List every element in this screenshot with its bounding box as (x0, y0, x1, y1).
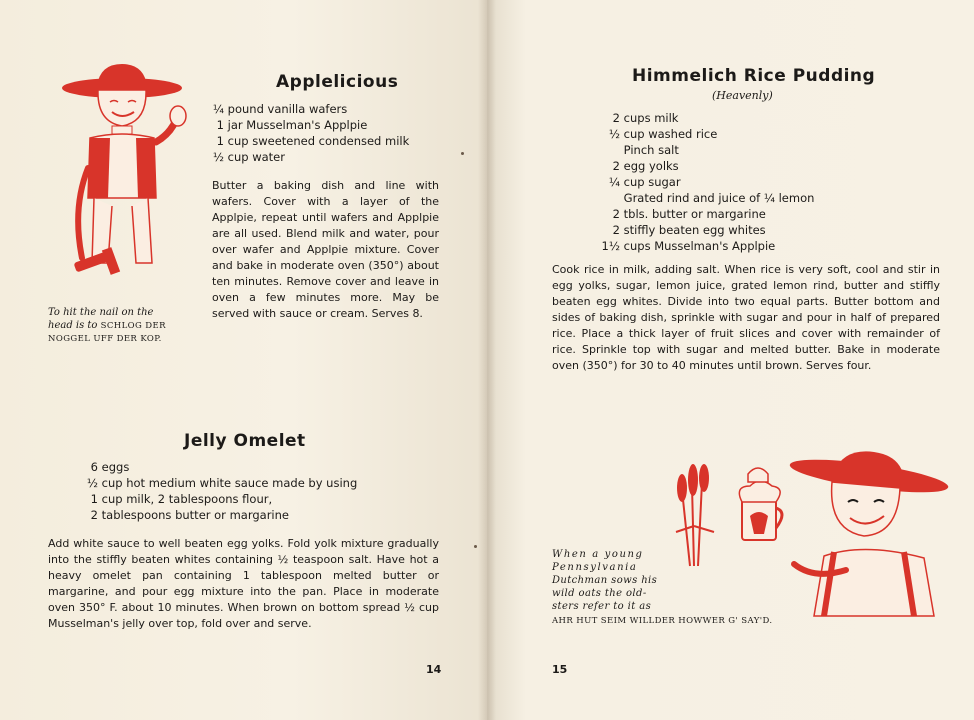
ingredient-qty: 2 (612, 159, 620, 173)
ingredient-qty: ½ (86, 476, 98, 490)
ingredient-line (586, 190, 814, 206)
ingredient-line (86, 491, 357, 507)
ingredient-item: cup water (227, 150, 285, 164)
ingredient-qty: 2 (612, 223, 620, 237)
ingredient-line (586, 110, 814, 126)
ingredient-item: egg yolks (623, 159, 679, 173)
page-number-right: 15 (552, 663, 568, 676)
himmelich-ingredients (586, 110, 814, 254)
ingredient-qty: 1 (90, 492, 98, 506)
book-gutter (478, 0, 496, 720)
jelly-omelet-title: Jelly Omelet (184, 431, 306, 451)
ingredient-qty: ¼ (608, 175, 620, 189)
himmelich-title: Himmelich Rice Pudding (632, 66, 876, 86)
right-caption-dutch (552, 614, 772, 628)
ingredient-qty: 6 (90, 460, 98, 474)
ingredient-item: jar Musselman's Applpie (227, 118, 368, 132)
paper-speck (461, 152, 464, 155)
ingredient-qty: 1 (216, 134, 224, 148)
ingredient-qty: 1 (216, 118, 224, 132)
caption-line (48, 319, 166, 333)
left-caption (48, 306, 166, 346)
ingredient-line (586, 142, 814, 158)
page-number-left: 14 (426, 663, 442, 676)
ingredient-line (212, 133, 409, 149)
ingredient-line (586, 222, 814, 238)
ingredient-item: tbls. butter or margarine (623, 207, 766, 221)
ingredient-qty: 2 (612, 111, 620, 125)
ingredient-qty: 2 (612, 207, 620, 221)
caption-line: wild oats the old- (552, 588, 647, 599)
himmelich-directions: Cook rice in milk, adding salt. When rice is very soft, cool and stir in egg yolks, sugar, lemon juice, grated lemon rind, butter and stiffly beaten egg whites. Divide into two equal parts. Butter bottom and sides of baking dish, sprinkle with sugar and pour in half of prepared rice. Place a thick layer of fruit slices and cover with remainder of rice. Sprinkle top with sugar and melted butter. Bake in moderate oven (350°) for 30 to 40 minutes until brown. Serves four. (552, 263, 940, 372)
ingredient-item: stiffly beaten egg whites (623, 223, 766, 237)
ingredient-item: cup hot medium white sauce made by using (101, 476, 358, 490)
caption-italic-text: head is to (48, 320, 98, 331)
ingredient-line (86, 459, 357, 475)
caption-line: Pennsylvania (552, 562, 638, 573)
himmelich-subtitle: (Heavenly) (712, 89, 773, 102)
caption-dutch-text: AHR HUT SEIM WILLDER HOWWER G' SAY'D. (552, 616, 773, 626)
ingredient-item: cups milk (623, 111, 679, 125)
ingredient-line (586, 126, 814, 142)
ingredient-qty: ½ (212, 150, 224, 164)
ingredient-qty: 2 (90, 508, 98, 522)
ingredient-item: Grated rind and juice of ¼ lemon (623, 191, 815, 205)
ingredient-line (586, 174, 814, 190)
ingredient-line (212, 149, 409, 165)
caption-line: To hit the nail on the (48, 307, 154, 318)
right-caption (552, 548, 657, 613)
jelly-omelet-directions: Add white sauce to well beaten egg yolks. Fold yolk mixture gradually into the stiffly beaten whites containing ½ teaspoon salt. Have hot a heavy omelet pan containing 1 tablespoon melted butter or margarine, and pour egg mixture into the pan. Place in moderate oven 350° F. about 10 minutes. When brown on bottom spread ½ cup Musselman's jelly over top, fold over and serve. (48, 537, 439, 630)
caption-dutch-text: NOGGEL UFF DER KOP. (48, 334, 162, 344)
applelicious-directions: Butter a baking dish and line with wafers. Cover with a layer of the Applpie, repeat until wafers and Applpie are all used. Blend milk and water, pour over wafer and Applpie mixture. Cover and bake in moderate oven (350°) about ten minutes. Remove cover and leave in oven a few minutes more. May be served with sauce or cream. Serves 8. (212, 179, 439, 320)
ingredient-line (86, 507, 357, 523)
caption-dutch-text: SCHLOG DER (100, 321, 166, 331)
ingredient-item: cup sugar (623, 175, 681, 189)
ingredient-item: cup sweetened condensed milk (227, 134, 410, 148)
ingredient-line (86, 475, 357, 491)
ingredient-item: cup milk, 2 tablespoons flour, (101, 492, 273, 506)
ingredient-item: eggs (101, 460, 130, 474)
ingredient-qty: ½ (608, 127, 620, 141)
ingredient-item: cup washed rice (623, 127, 718, 141)
paper-speck (474, 545, 477, 548)
ingredient-line (212, 101, 409, 117)
ingredient-item: tablespoons butter or margarine (101, 508, 289, 522)
boy-with-hammer-illustration (52, 58, 202, 296)
ingredient-item: Pinch salt (623, 143, 679, 157)
ingredient-line (586, 158, 814, 174)
boy-with-mug-illustration (664, 446, 954, 622)
wheat-sheaf-icon (676, 464, 714, 566)
ingredient-line (212, 117, 409, 133)
applelicious-title: Applelicious (276, 72, 399, 92)
ingredient-line (586, 238, 814, 254)
caption-line: Dutchman sows his (552, 575, 658, 586)
caption-line: sters refer to it as (552, 601, 652, 612)
caption-line: When a young (552, 549, 644, 560)
ingredient-line (586, 206, 814, 222)
ingredient-item: pound vanilla wafers (227, 102, 348, 116)
applelicious-ingredients (212, 101, 409, 165)
ingredient-item: cups Musselman's Applpie (623, 239, 776, 253)
ingredient-qty: 1½ (601, 239, 620, 253)
ingredient-qty: ¼ (212, 102, 224, 116)
jelly-omelet-ingredients (86, 459, 357, 523)
